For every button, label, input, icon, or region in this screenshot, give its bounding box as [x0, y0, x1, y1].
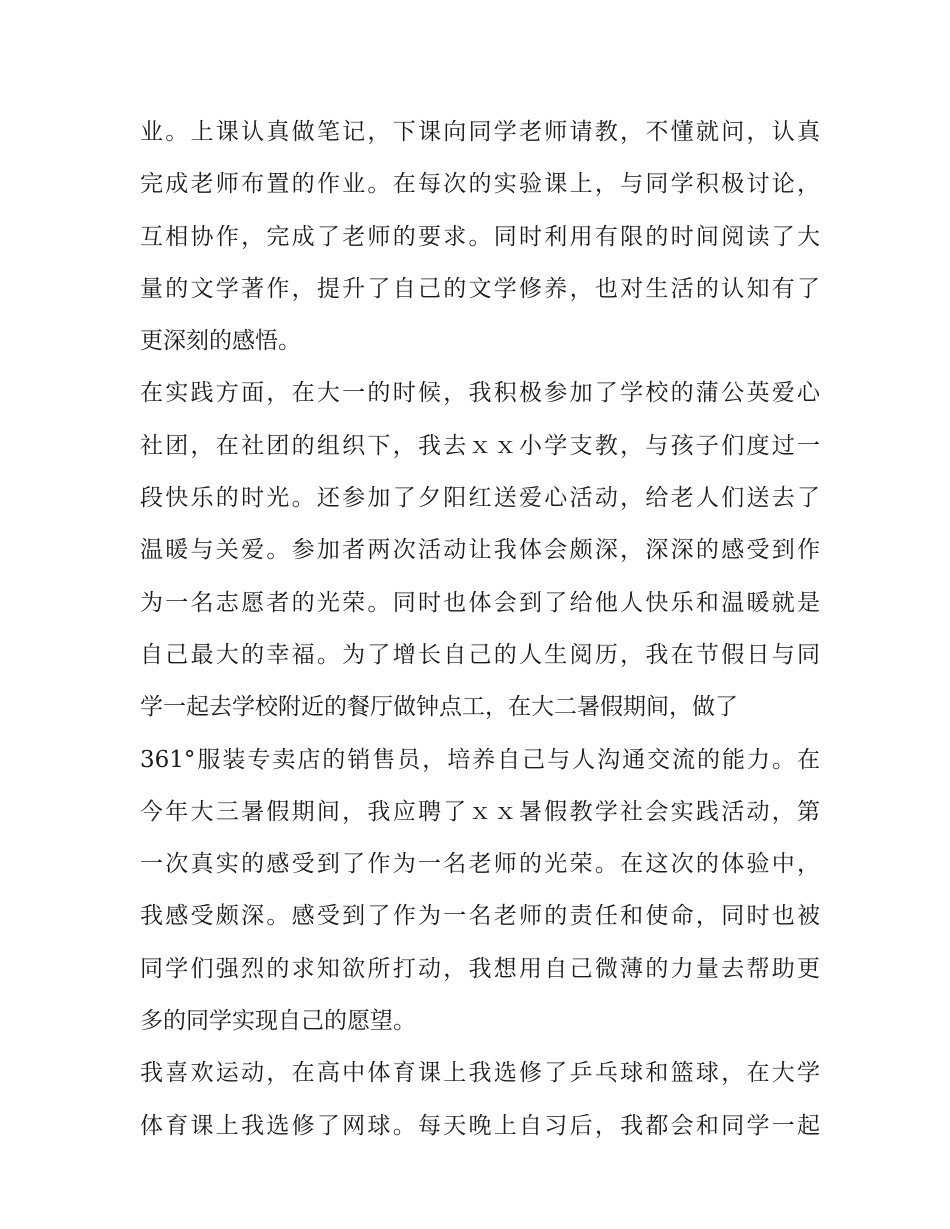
text-line: 多的同学实现自己的愿望。 [140, 1008, 416, 1035]
text-line: 在实践方面，在大一的时候，我积极参加了学校的蒲公英爱心 [140, 380, 820, 407]
text-line: 段快乐的时光。还参加了夕阳红送爱心活动，给老人们送去了 [140, 485, 820, 512]
text-line: 温暖与关爱。参加者两次活动让我体会颇深，深深的感受到作 [140, 537, 820, 564]
text-line: 为一名志愿者的光荣。同时也体会到了给他人快乐和温暖就是 [140, 589, 820, 616]
text-line: 量的文学著作，提升了自己的文学修养，也对生活的认知有了 [140, 275, 820, 302]
text-line: 社团，在社团的组织下，我去ｘｘ小学支教，与孩子们度过一 [140, 432, 820, 459]
text-line: 同学们强烈的求知欲所打动，我想用自己微薄的力量去帮助更 [140, 955, 820, 982]
text-line: 361°服装专卖店的销售员，培养自己与人沟通交流的能力。在 [140, 746, 820, 773]
text-line: 我感受颇深。感受到了作为一名老师的责任和使命，同时也被 [140, 903, 820, 930]
text-line: 我喜欢运动，在高中体育课上我选修了乒乓球和篮球，在大学 [140, 1060, 820, 1087]
text-line: 更深刻的感悟。 [140, 328, 301, 355]
text-line: 互相协作，完成了老师的要求。同时利用有限的时间阅读了大 [140, 223, 820, 250]
text-line: 学一起去学校附近的餐厅做钟点工，在大二暑假期间，做了 [140, 694, 738, 721]
text-line: 自己最大的幸福。为了增长自己的人生阅历，我在节假日与同 [140, 641, 820, 668]
text-line: 一次真实的感受到了作为一名老师的光荣。在这次的体验中， [140, 851, 820, 878]
text-line: 业。上课认真做笔记，下课向同学老师请教，不懂就问，认真 [140, 119, 820, 145]
text-line: 完成老师布置的作业。在每次的实验课上，与同学积极讨论， [140, 171, 820, 198]
text-line: 体育课上我选修了网球。每天晚上自习后，我都会和同学一起 [140, 1112, 820, 1139]
text-line: 今年大三暑假期间，我应聘了ｘｘ暑假教学社会实践活动，第 [140, 798, 820, 825]
body-text [140, 106, 820, 1152]
